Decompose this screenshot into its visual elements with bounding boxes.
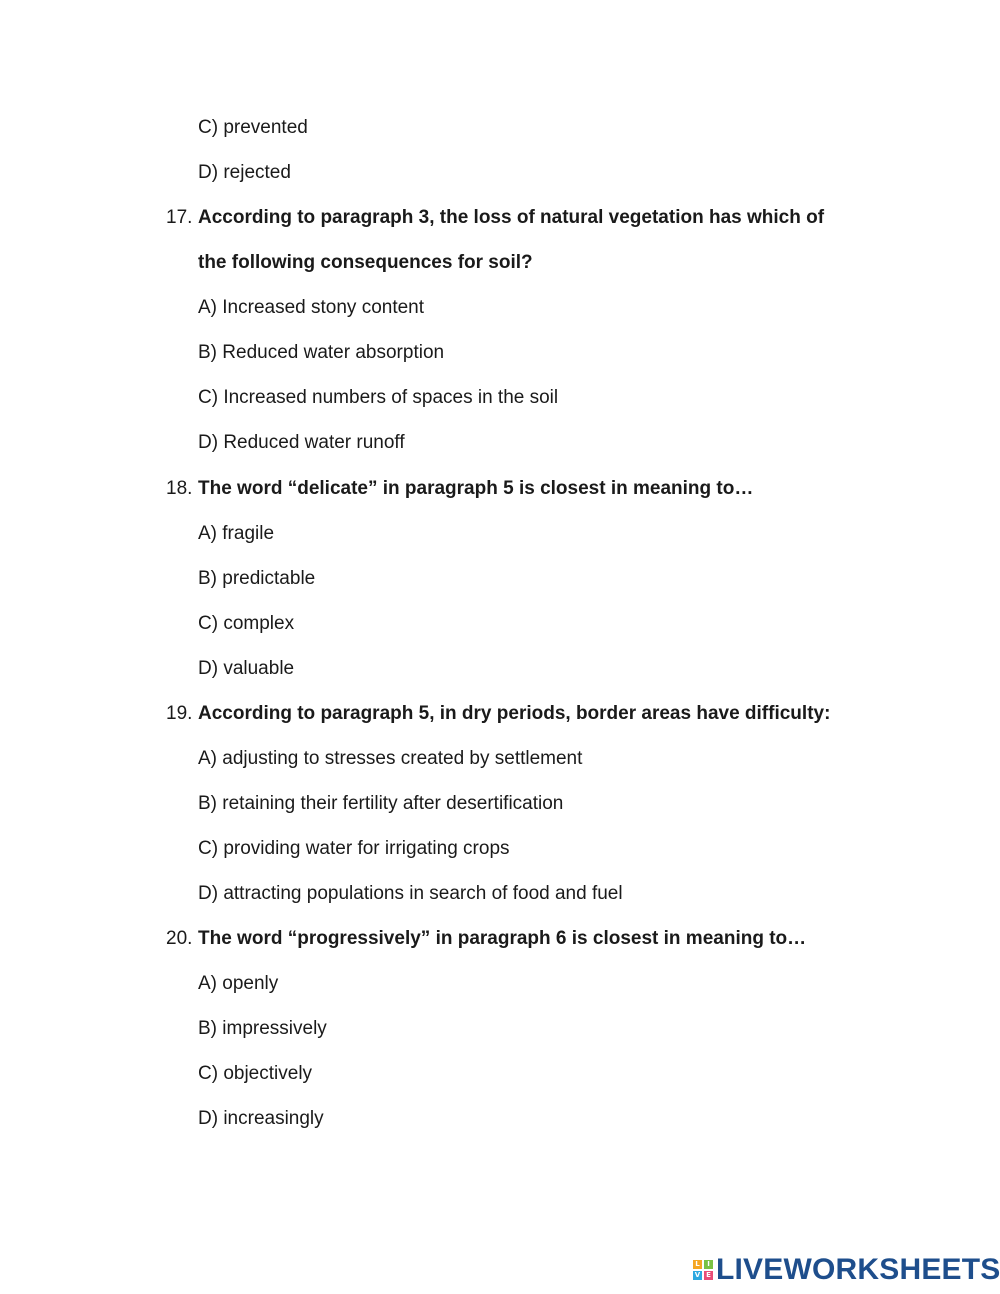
- q18-option-c[interactable]: C) complex: [198, 613, 295, 634]
- q19-text: According to paragraph 5, in dry periods, border areas have difficulty:: [198, 703, 831, 724]
- q17-text-line-2: the following consequences for soil?: [198, 252, 533, 273]
- q18-option-d[interactable]: D) valuable: [198, 658, 295, 679]
- logo-blocks-icon: [693, 1260, 713, 1280]
- q18-option-a[interactable]: A) fragile: [198, 523, 275, 544]
- q20-number: 20.: [166, 928, 193, 949]
- q16-option-c[interactable]: C) prevented: [198, 117, 308, 138]
- q18-text: The word “delicate” in paragraph 5 is closest in meaning to…: [198, 478, 754, 499]
- q17-number: 17.: [166, 207, 193, 228]
- q17-text-line-1: According to paragraph 3, the loss of natural vegetation has which of: [198, 207, 825, 228]
- q18-number: 18.: [166, 478, 193, 499]
- logo-block-i: I: [704, 1260, 713, 1269]
- q19-option-a[interactable]: A) adjusting to stresses created by settlement: [198, 748, 583, 769]
- liveworksheets-logo[interactable]: [693, 1253, 1000, 1286]
- q16-option-d[interactable]: D) rejected: [198, 162, 291, 183]
- q20-text: The word “progressively” in paragraph 6 is closest in meaning to…: [198, 928, 807, 949]
- q19-option-b[interactable]: B) retaining their fertility after desertification: [198, 793, 564, 814]
- q19-option-d[interactable]: D) attracting populations in search of food and fuel: [198, 883, 623, 904]
- q17-option-a[interactable]: A) Increased stony content: [198, 297, 425, 318]
- logo-text: LIVEWORKSHEETS: [716, 1253, 1000, 1286]
- q17-option-b[interactable]: B) Reduced water absorption: [198, 342, 445, 363]
- logo-block-v: V: [694, 1271, 701, 1279]
- q19-option-c[interactable]: C) providing water for irrigating crops: [198, 838, 510, 859]
- q20-option-a[interactable]: A) openly: [198, 973, 279, 994]
- logo-block-e: E: [704, 1271, 713, 1280]
- q17-option-c[interactable]: C) Increased numbers of spaces in the soil: [198, 387, 559, 408]
- q20-option-d[interactable]: D) increasingly: [198, 1108, 324, 1129]
- q18-option-b[interactable]: B) predictable: [198, 568, 316, 589]
- q19-number: 19.: [166, 703, 193, 724]
- logo-block-l: L: [693, 1260, 702, 1269]
- q17-option-d[interactable]: D) Reduced water runoff: [198, 432, 405, 453]
- q20-option-b[interactable]: B) impressively: [198, 1018, 327, 1039]
- q20-option-c[interactable]: C) objectively: [198, 1063, 313, 1084]
